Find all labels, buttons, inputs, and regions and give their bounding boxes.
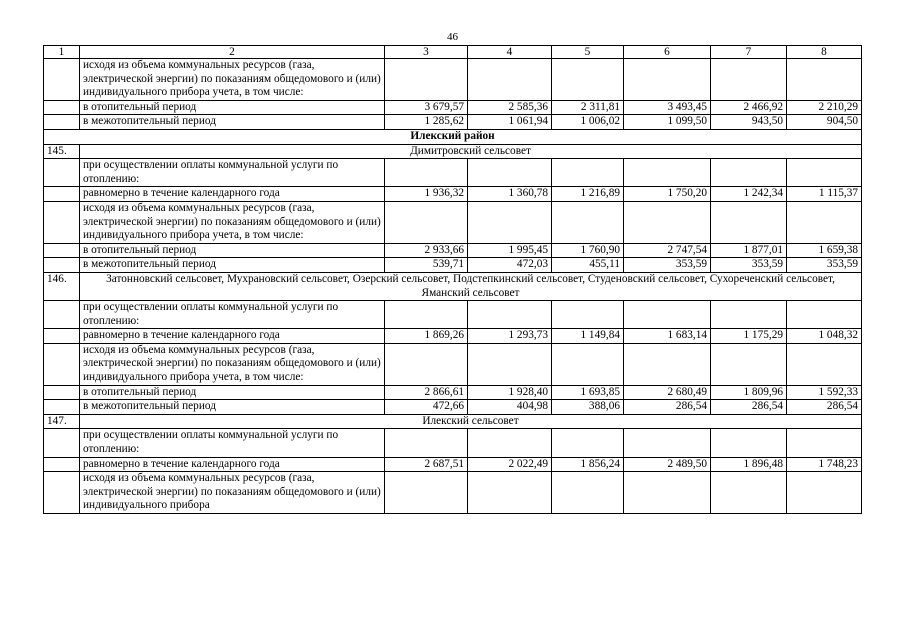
value-cell: 1 748,23 xyxy=(787,457,862,472)
value-cell: 3 679,57 xyxy=(385,100,468,115)
value-cell: 472,03 xyxy=(468,258,552,273)
row-description: при осуществлении оплаты коммунальной услуги по отоплению: xyxy=(80,159,385,187)
entry-title: Затонновский сельсовет, Мухрановский сельсовет, Озерский сельсовет, Подстепкинский сельсовет, Студеновский сельсовет, Сухореченский сельсовет, Яманский сельсовет xyxy=(80,272,862,300)
entry-number: 146. xyxy=(44,272,80,300)
table-row xyxy=(44,385,862,400)
table-row xyxy=(44,258,862,273)
table-row xyxy=(44,301,862,329)
row-label: в межотопительный период xyxy=(80,115,385,130)
row-label: в отопительный период xyxy=(80,100,385,115)
value-cell: 1 659,38 xyxy=(787,243,862,258)
value-cell: 1 048,32 xyxy=(787,329,862,344)
district-heading: Илекский район xyxy=(44,129,862,144)
page-number: 46 xyxy=(447,31,458,43)
value-cell: 1 293,73 xyxy=(468,329,552,344)
row-label: в межотопительный период xyxy=(80,258,385,273)
value-cell: 3 493,45 xyxy=(624,100,711,115)
row-description: при осуществлении оплаты коммунальной услуги по отоплению: xyxy=(80,301,385,329)
table-row xyxy=(44,472,862,514)
entry-title-row xyxy=(44,414,862,429)
value-cell: 1 693,85 xyxy=(552,385,624,400)
value-cell: 353,59 xyxy=(624,258,711,273)
value-cell: 1 006,02 xyxy=(552,115,624,130)
value-cell: 1 061,94 xyxy=(468,115,552,130)
value-cell: 1 115,37 xyxy=(787,187,862,202)
value-cell: 472,66 xyxy=(385,400,468,415)
row-label: в межотопительный период xyxy=(80,400,385,415)
value-cell: 2 687,51 xyxy=(385,457,468,472)
entry-title-row xyxy=(44,144,862,159)
table-row xyxy=(44,457,862,472)
value-cell: 404,98 xyxy=(468,400,552,415)
value-cell: 2 680,49 xyxy=(624,385,711,400)
row-label: в отопительный период xyxy=(80,385,385,400)
row-description: при осуществлении оплаты коммунальной услуги по отоплению: xyxy=(80,429,385,457)
value-cell: 1 285,62 xyxy=(385,115,468,130)
row-description: исходя из объема коммунальных ресурсов (газа, электрической энергии) по показаниям общедомового и (или) индивидуального прибора xyxy=(80,472,385,514)
district-row xyxy=(44,129,862,144)
table-row xyxy=(44,243,862,258)
col-header: 2 xyxy=(80,46,385,59)
table-row xyxy=(44,115,862,130)
table-row xyxy=(44,329,862,344)
column-number-row xyxy=(44,46,862,59)
value-cell: 1 936,32 xyxy=(385,187,468,202)
table-row xyxy=(44,187,862,202)
row-description: исходя из объема коммунальных ресурсов (газа, электрической энергии) по показаниям общедомового и (или) индивидуального прибора учета, в том числе: xyxy=(80,343,385,385)
value-cell: 286,54 xyxy=(711,400,787,415)
value-cell: 1 099,50 xyxy=(624,115,711,130)
entry-number: 147. xyxy=(44,414,80,429)
value-cell: 455,11 xyxy=(552,258,624,273)
col-header: 6 xyxy=(624,46,711,59)
value-cell: 388,06 xyxy=(552,400,624,415)
entry-title: Илекский сельсовет xyxy=(80,414,862,429)
col-header: 3 xyxy=(385,46,468,59)
entry-number: 145. xyxy=(44,144,80,159)
col-header: 4 xyxy=(468,46,552,59)
col-header: 1 xyxy=(44,46,80,59)
row-label: равномерно в течение календарного года xyxy=(80,457,385,472)
row-description: исходя из объема коммунальных ресурсов (газа, электрической энергии) по показаниям общедомового и (или) индивидуального прибора учета, в том числе: xyxy=(80,201,385,243)
value-cell: 1 175,29 xyxy=(711,329,787,344)
row-label: равномерно в течение календарного года xyxy=(80,187,385,202)
value-cell: 2 585,36 xyxy=(468,100,552,115)
value-cell: 1 995,45 xyxy=(468,243,552,258)
value-cell: 1 242,34 xyxy=(711,187,787,202)
table-row xyxy=(44,59,862,101)
table-row xyxy=(44,429,862,457)
value-cell: 353,59 xyxy=(787,258,862,273)
col-header: 7 xyxy=(711,46,787,59)
value-cell: 1 216,89 xyxy=(552,187,624,202)
value-cell: 1 856,24 xyxy=(552,457,624,472)
row-label: равномерно в течение календарного года xyxy=(80,329,385,344)
value-cell: 2 866,61 xyxy=(385,385,468,400)
value-cell: 2 489,50 xyxy=(624,457,711,472)
value-cell: 1 928,40 xyxy=(468,385,552,400)
table-row xyxy=(44,343,862,385)
value-cell: 353,59 xyxy=(711,258,787,273)
col-header: 5 xyxy=(552,46,624,59)
row-description: исходя из объема коммунальных ресурсов (газа, электрической энергии) по показаниям общедомового и (или) индивидуального прибора учета, в том числе: xyxy=(80,59,385,101)
value-cell: 539,71 xyxy=(385,258,468,273)
value-cell: 286,54 xyxy=(624,400,711,415)
value-cell: 1 809,96 xyxy=(711,385,787,400)
entry-title: Димитровский сельсовет xyxy=(80,144,862,159)
value-cell: 1 760,90 xyxy=(552,243,624,258)
table-row xyxy=(44,159,862,187)
value-cell: 2 933,66 xyxy=(385,243,468,258)
value-cell: 1 592,33 xyxy=(787,385,862,400)
table-row xyxy=(44,201,862,243)
tariff-table xyxy=(43,45,862,514)
col-header: 8 xyxy=(787,46,862,59)
value-cell: 904,50 xyxy=(787,115,862,130)
value-cell: 2 022,49 xyxy=(468,457,552,472)
value-cell: 2 747,54 xyxy=(624,243,711,258)
value-cell: 943,50 xyxy=(711,115,787,130)
table-row xyxy=(44,100,862,115)
value-cell: 1 750,20 xyxy=(624,187,711,202)
value-cell: 2 311,81 xyxy=(552,100,624,115)
value-cell: 1 683,14 xyxy=(624,329,711,344)
entry-title-row xyxy=(44,272,862,300)
value-cell: 1 877,01 xyxy=(711,243,787,258)
value-cell: 1 149,84 xyxy=(552,329,624,344)
value-cell: 2 466,92 xyxy=(711,100,787,115)
value-cell: 1 869,26 xyxy=(385,329,468,344)
value-cell: 1 896,48 xyxy=(711,457,787,472)
table-row xyxy=(44,400,862,415)
value-cell: 286,54 xyxy=(787,400,862,415)
value-cell: 1 360,78 xyxy=(468,187,552,202)
row-label: в отопительный период xyxy=(80,243,385,258)
value-cell: 2 210,29 xyxy=(787,100,862,115)
